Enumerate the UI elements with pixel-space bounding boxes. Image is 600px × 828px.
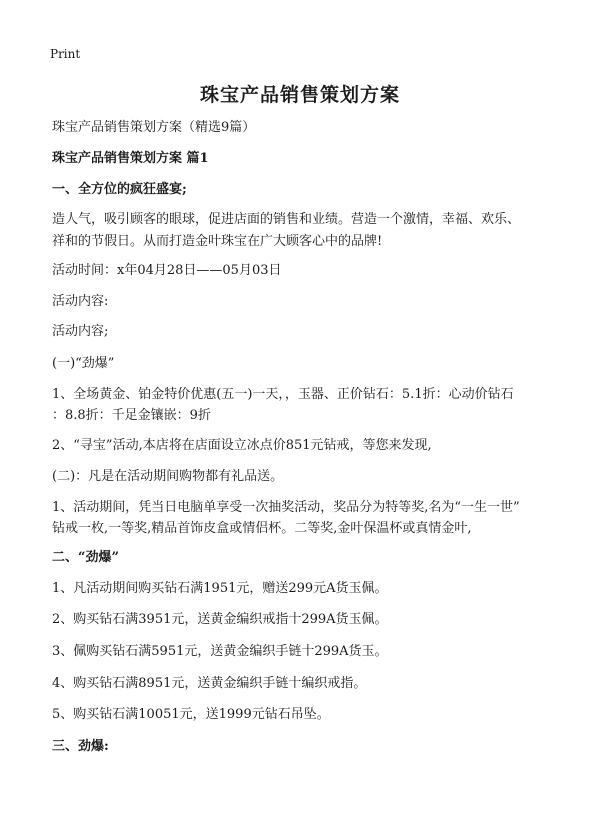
section-heading: 二、“劲爆” — [52, 550, 119, 565]
activity-content-label: 活动内容; — [52, 324, 109, 339]
list-item: 2、购买钻石满3951元，送黄金编织戒指十299A货玉佩。 — [52, 612, 388, 627]
document-subtitle: 珠宝产品销售策划方案（精选9篇） — [52, 120, 256, 135]
list-item: 2、“寻宝”活动,本店将在店面设立冰点价851元钻戒，等您来发现, — [52, 438, 432, 453]
list-item: 1、全场黄金、铂金特价优惠(五一)一天，，玉器、正价钻石：5.1折：心动价钻石 — [52, 387, 514, 402]
list-item: 1、凡活动期间购买钻石满1951元，赠送299元A货玉佩。 — [52, 581, 388, 596]
section-heading: 三、劲爆: — [52, 739, 109, 754]
activity-time: 活动时间：x年04月28日——05月03日 — [52, 263, 282, 278]
document-title: 珠宝产品销售策划方案 — [199, 84, 400, 106]
list-item-continuation: ：8.8折：千足金镶嵌：9折 — [52, 408, 211, 423]
article-heading: 珠宝产品销售策划方案 篇1 — [52, 151, 209, 166]
print-label: Print — [50, 47, 81, 61]
activity-content-label: 活动内容: — [52, 294, 109, 309]
section-heading: 一、全方位的疯狂盛宴; — [52, 182, 187, 197]
sub-heading: (一)“劲爆” — [52, 356, 115, 371]
paragraph-line: 1、活动期间，凭当日电脑单享受一次抽奖活动，奖品分为特等奖,名为“一生一世” — [52, 500, 520, 515]
list-item: 3、佩购买钻石满5951元，送黄金编织手链十299A货玉。 — [52, 644, 388, 659]
paragraph-line: 祥和的节假日。从而打造金叶珠宝在广大顾客心中的品牌! — [52, 234, 383, 249]
paragraph-line: 造人气，吸引顾客的眼球，促进店面的销售和业绩。营造一个激情，幸福、欢乐、 — [52, 212, 521, 227]
sub-heading: (二)：凡是在活动期间购物都有礼品送。 — [52, 469, 284, 484]
paragraph-line: 钻戒一枚,一等奖,精品首饰皮盒或情侣杯。二等奖,金叶保温杯或真情金叶, — [52, 521, 472, 536]
list-item: 4、购买钻石满8951元，送黄金编织手链十编织戒指。 — [52, 676, 367, 691]
list-item: 5、购买钻石满10051元，送1999元钻石吊坠。 — [52, 707, 330, 722]
